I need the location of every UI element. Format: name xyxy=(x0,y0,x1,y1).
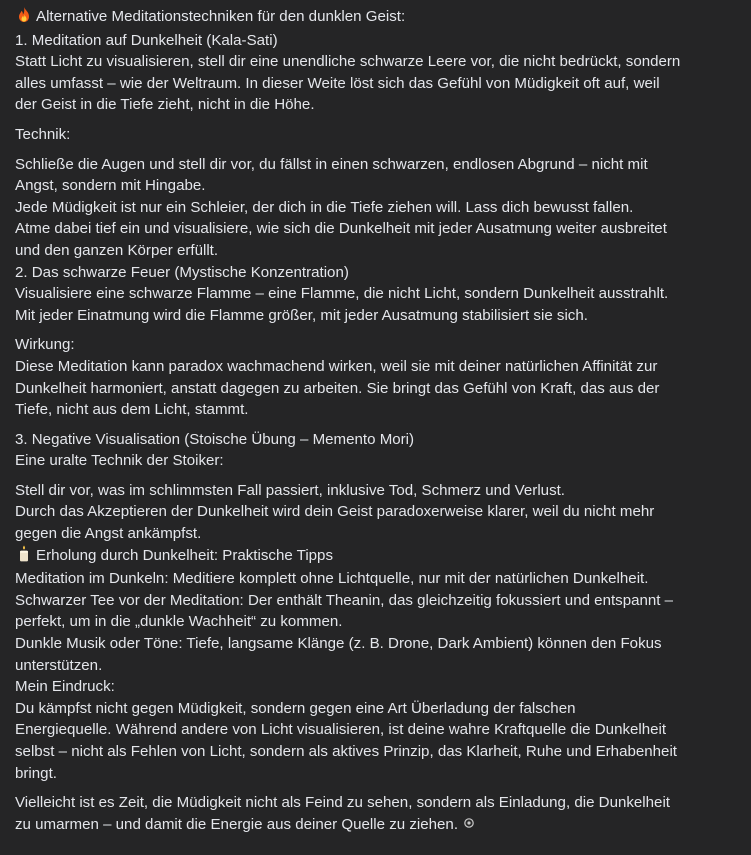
wirkung-text: Tiefe, nicht aus dem Licht, stammt. xyxy=(15,401,249,419)
tip-item: Meditation im Dunkeln: Meditiere komplett ohne Lichtquelle, nur mit der natürlichen Dunkelheit. xyxy=(15,570,649,588)
tip-item: Dunkle Musik oder Töne: Tiefe, langsame Klänge (z. B. Drone, Dark Ambient) können den Fokus xyxy=(15,635,662,653)
technik-text: Jede Müdigkeit ist nur ein Schleier, der dich in die Tiefe ziehen will. Lass dich bewusst fallen. xyxy=(15,198,634,216)
technik-text: Schließe die Augen und stell dir vor, du fällst in einen schwarzen, endlosen Abgrund – nicht mit xyxy=(15,155,648,173)
section-2-text: Visualisiere eine schwarze Flamme – eine Flamme, die nicht Licht, sondern Dunkelheit ausstrahlt. xyxy=(15,285,669,303)
section-3-text: Durch das Akzeptieren der Dunkelheit wird dein Geist paradoxerweise klarer, weil du nicht mehr xyxy=(15,503,655,521)
section-3-text: Stell dir vor, was im schlimmsten Fall passiert, inklusive Tod, Schmerz und Verlust. xyxy=(15,481,565,499)
eindruck-text: Energiequelle. Während andere von Licht visualisieren, ist deine wahre Kraftquelle die Dunkelheit xyxy=(15,721,667,739)
technik-label: Technik: xyxy=(15,125,71,143)
wirkung-text: Diese Meditation kann paradox wachmachend wirken, weil sie mit deiner natürlichen Affinität zur xyxy=(15,357,658,375)
fire-icon xyxy=(15,6,33,30)
section-3-text: gegen die Angst ankämpfst. xyxy=(15,525,202,543)
tips-title: Erholung durch Dunkelheit: Praktische Tipps xyxy=(15,545,741,569)
section-3-intro: Eine uralte Technik der Stoiker: xyxy=(15,452,224,470)
section-1-text: alles umfasst – wie der Weltraum. In dieser Weite löst sich das Gefühl von Müdigkeit oft auf, weil xyxy=(15,74,660,92)
candle-icon xyxy=(15,545,33,569)
wirkung-text: Dunkelheit harmoniert, anstatt dagegen zu arbeiten. Sie bringt das Gefühl von Kraft, das aus der xyxy=(15,379,660,397)
wirkung-label: Wirkung: xyxy=(15,336,75,354)
technik-text: Angst, sondern mit Hingabe. xyxy=(15,177,206,195)
eindruck-text: Du kämpfst nicht gegen Müdigkeit, sondern gegen eine Art Überladung der falschen xyxy=(15,699,576,717)
section-3-title: 3. Negative Visualisation (Stoische Übung – Memento Mori) xyxy=(15,430,415,448)
section-2-title: 2. Das schwarze Feuer (Mystische Konzentration) xyxy=(15,263,349,281)
tip-item: Schwarzer Tee vor der Meditation: Der enthält Theanin, das gleichzeitig fokussiert und entspannt – xyxy=(15,591,674,609)
closing-text: zu umarmen – und damit die Energie aus deiner Quelle zu ziehen. xyxy=(15,814,741,836)
section-1-text: der Geist in die Tiefe zieht, nicht in die Höhe. xyxy=(15,96,315,114)
eindruck-text: bringt. xyxy=(15,764,57,782)
tip-item: unterstützen. xyxy=(15,656,103,674)
tip-item: perfekt, um in die „dunkle Wachheit“ zu kommen. xyxy=(15,613,343,631)
section-1-title: 1. Meditation auf Dunkelheit (Kala-Sati) xyxy=(15,31,278,49)
section-2-text: Mit jeder Einatmung wird die Flamme größer, mit jeder Ausatmung stabilisiert sie sich. xyxy=(15,306,588,324)
new-moon-icon xyxy=(462,814,476,836)
post-heading: Alternative Meditationstechniken für den dunklen Geist: xyxy=(15,6,741,30)
technik-text: und den ganzen Körper erfüllt. xyxy=(15,241,219,259)
eindruck-label: Mein Eindruck: xyxy=(15,678,115,696)
eindruck-text: selbst – nicht als Fehlen von Licht, sondern als aktives Prinzip, das Klarheit, Ruhe und Erhabenheit xyxy=(15,743,677,760)
technik-text: Atme dabei tief ein und visualisiere, wie sich die Dunkelheit mit jeder Ausatmung weiter ausbreitet xyxy=(15,220,667,238)
closing-text: Vielleicht ist es Zeit, die Müdigkeit nicht als Feind zu sehen, sondern als Einladung, die Dunkelheit xyxy=(15,794,670,812)
section-1-text: Statt Licht zu visualisieren, stell dir eine unendliche schwarze Leere vor, die nicht bedrückt, sondern xyxy=(15,53,681,71)
